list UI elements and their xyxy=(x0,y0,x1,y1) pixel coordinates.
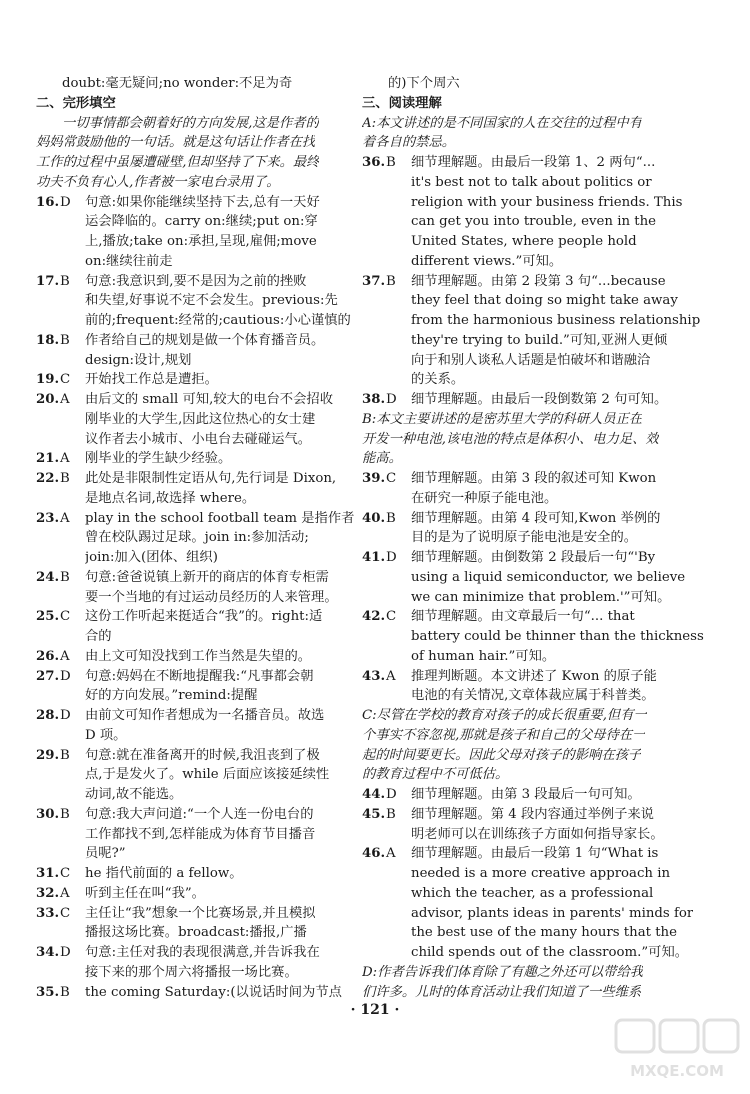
answer-item xyxy=(36,863,243,885)
item-number: 16. xyxy=(36,194,60,210)
answer-item xyxy=(36,705,324,727)
section-heading: 二、完形填空 xyxy=(36,95,116,111)
item-number: 45. xyxy=(362,806,386,822)
answer-letter: B xyxy=(60,471,70,486)
item-number: 21. xyxy=(36,451,60,467)
answer-item xyxy=(362,666,657,688)
explanation-continuation: 的关系。 xyxy=(411,372,465,388)
explanation-continuation: can get you into trouble, even in the xyxy=(411,214,657,230)
watermark-text: MXQE.COM xyxy=(630,1062,724,1080)
answer-letter: C xyxy=(386,471,397,486)
explanation-text: 句意:妈妈在不断地提醒我:“凡事都会朝 xyxy=(85,668,314,684)
explanation-continuation: using a liquid semiconductor, we believe xyxy=(411,569,686,585)
answer-item xyxy=(362,468,656,490)
summary-text: 一切事情都会朝着好的方向发展,这是作者的 xyxy=(62,115,319,131)
item-number: 38. xyxy=(362,392,386,407)
explanation-continuation: 工作都找不到,怎样能成为体育节目播音 xyxy=(85,826,316,842)
answer-item xyxy=(36,271,306,293)
summary-text: 的教育过程中不可低估。 xyxy=(362,767,509,783)
summary-text: 妈妈常鼓励他的一句话。就是这句话让作者在找 xyxy=(36,135,316,151)
explanation-continuation: 是地点名词,故选择 where。 xyxy=(85,490,256,506)
answer-item xyxy=(36,903,316,925)
answer-letter: A xyxy=(386,846,396,862)
answer-letter: A xyxy=(60,885,70,901)
summary-text: 的)下个周六 xyxy=(388,76,460,91)
item-number: 31. xyxy=(36,866,60,881)
explanation-continuation: 员呢?” xyxy=(85,846,126,862)
explanation-text: 这份工作听起来挺适合“我”的。right:适 xyxy=(85,609,323,625)
explanation-text: 由上文可知没找到工作当然是失望的。 xyxy=(85,648,312,664)
item-number: 25. xyxy=(36,609,60,625)
explanation-continuation: 在研究一种原子能电池。 xyxy=(411,490,558,506)
explanation-continuation: 接下来的那个周六将播报一场比赛。 xyxy=(85,964,298,980)
answer-letter: B xyxy=(60,273,70,289)
answer-item xyxy=(36,646,311,668)
item-number: 24. xyxy=(36,569,60,585)
answer-letter: B xyxy=(386,510,396,526)
item-number: 19. xyxy=(36,372,60,388)
item-number: 18. xyxy=(36,332,60,348)
answer-item xyxy=(36,468,336,490)
explanation-continuation: design:设计,规划 xyxy=(85,352,192,368)
explanation-text: 主任让“我”想象一个比赛场景,并且模拟 xyxy=(85,905,316,921)
answer-item xyxy=(36,369,218,391)
explanation-continuation: 点,于是发火了。while 后面应该接延续性 xyxy=(85,767,330,783)
item-number: 20. xyxy=(36,392,60,407)
explanation-text: 细节理解题。由倒数第 2 段最后一句“'By xyxy=(411,550,656,565)
summary-text: 开发一种电池,该电池的特点是体积小、电力足、效 xyxy=(362,431,659,447)
explanation-text: 细节理解题。由文章最后一句“... that xyxy=(411,609,635,625)
explanation-continuation: they feel that doing so might take away xyxy=(411,293,678,309)
answer-letter: D xyxy=(60,668,71,684)
explanation-continuation: of human hair.”可知。 xyxy=(411,648,556,664)
explanation-text: 句意:我意识到,要不是因为之前的挫败 xyxy=(85,273,307,289)
answer-letter: B xyxy=(386,273,396,289)
item-number: 28. xyxy=(36,708,60,723)
explanation-continuation: they're trying to build.”可知,亚洲人更倾 xyxy=(411,332,668,348)
answer-letter: A xyxy=(60,648,70,664)
summary-text: D:作者告诉我们体育除了有趣之外还可以带给我 xyxy=(362,964,644,980)
answer-item xyxy=(362,784,641,806)
item-number: 23. xyxy=(36,510,60,526)
answer-letter: C xyxy=(60,372,71,388)
summary-text: doubt:毫无疑问;no wonder:不足为奇 xyxy=(62,76,293,91)
explanation-continuation: 目的是为了说明原子能电池是安全的。 xyxy=(411,530,638,546)
item-number: 40. xyxy=(362,510,386,526)
explanation-continuation: D 项。 xyxy=(85,727,127,743)
explanation-continuation: battery could be thinner than the thickness xyxy=(411,629,704,644)
explanation-text: 听到主任在叫“我”。 xyxy=(85,885,205,901)
summary-text: 工作的过程中虽屡遭碰壁,但却坚持了下来。最终 xyxy=(36,155,320,170)
item-number: 37. xyxy=(362,273,386,289)
answer-letter: B xyxy=(60,569,70,585)
answer-item xyxy=(362,804,654,826)
explanation-continuation: 上,播放;take on:承担,呈现,雇佣;move xyxy=(85,234,317,249)
answer-item xyxy=(36,982,342,1004)
explanation-continuation: 向于和别人谈私人话题是怕破坏和谐融洽 xyxy=(411,352,651,368)
answer-letter: D xyxy=(386,550,397,565)
answer-letter: A xyxy=(386,668,396,684)
explanation-continuation: 和失望,好事说不定不会发生。previous:先 xyxy=(85,293,338,309)
explanation-continuation: 刚毕业的大学生,因此这位热心的女士建 xyxy=(85,411,316,427)
page-number: · 121 · xyxy=(350,1002,400,1018)
answer-letter: A xyxy=(60,392,70,407)
answer-item xyxy=(36,508,354,530)
answer-item xyxy=(362,547,655,569)
answer-item xyxy=(36,448,231,470)
item-number: 26. xyxy=(36,648,60,664)
explanation-continuation: which the teacher, as a professional xyxy=(411,885,654,901)
answer-letter: C xyxy=(60,866,71,881)
answer-item xyxy=(36,942,320,964)
explanation-text: 细节理解题。由第 4 段可知,Kwon 举例的 xyxy=(411,510,661,526)
answer-item xyxy=(36,567,329,589)
answer-item xyxy=(36,883,205,905)
explanation-continuation: 动词,故不能选。 xyxy=(85,787,183,802)
explanation-text: 作者给自己的规划是做一个体育播音员。 xyxy=(85,332,325,348)
explanation-text: 由后文的 small 可知,较大的电台不会招收 xyxy=(85,392,333,407)
answer-item xyxy=(362,271,666,293)
answer-item xyxy=(36,804,314,826)
item-number: 34. xyxy=(36,945,60,960)
summary-text: 个事实不容忽视,那就是孩子和自己的父母待在一 xyxy=(362,727,646,743)
explanation-continuation: religion with your business friends. This xyxy=(411,194,683,210)
answer-letter: C xyxy=(60,905,71,921)
answer-letter: B xyxy=(60,332,70,348)
explanation-continuation: 播报这场比赛。broadcast:播报,广播 xyxy=(85,925,307,941)
section-heading: 三、阅读理解 xyxy=(362,95,442,111)
explanation-continuation: on:继续往前走 xyxy=(85,253,173,269)
answer-letter: C xyxy=(386,609,397,625)
explanation-continuation: from the harmonious business relationship xyxy=(411,313,701,328)
answer-letter: B xyxy=(386,155,396,170)
explanation-continuation: different views.”可知。 xyxy=(411,253,563,269)
explanation-continuation: join:加入(团体、组织) xyxy=(85,550,218,565)
explanation-text: play in the school football team 是指作者 xyxy=(85,510,355,526)
answer-letter: D xyxy=(386,787,397,802)
answer-item xyxy=(362,152,655,174)
explanation-continuation: the best use of the many hours that the xyxy=(411,925,677,941)
item-number: 46. xyxy=(362,846,386,862)
explanation-continuation: 合的 xyxy=(85,629,112,644)
answer-letter: C xyxy=(60,609,71,625)
explanation-text: 开始找工作总是遭拒。 xyxy=(85,372,218,388)
explanation-continuation: 明老师可以在训练孩子方面如何指导家长。 xyxy=(411,826,664,842)
explanation-text: he 指代前面的 a fellow。 xyxy=(85,866,243,881)
explanation-continuation: it's best not to talk about politics or xyxy=(411,174,652,190)
answer-item xyxy=(36,389,333,411)
explanation-continuation: child spends out of the classroom.”可知。 xyxy=(411,945,689,960)
explanation-text: 刚毕业的学生缺少经验。 xyxy=(85,451,232,467)
answer-letter: B xyxy=(60,984,70,1000)
item-number: 41. xyxy=(362,550,386,565)
answer-letter: A xyxy=(60,510,70,526)
explanation-text: 句意:如果你能继续坚持下去,总有一天好 xyxy=(85,194,320,210)
explanation-text: 此处是非限制性定语从句,先行词是 Dixon, xyxy=(85,471,337,486)
explanation-text: 细节理解题。由第 2 段第 3 句“...because xyxy=(411,273,666,289)
summary-text: 功夫不负有心人,作者被一家电台录用了。 xyxy=(36,174,280,190)
item-number: 43. xyxy=(362,668,386,684)
answer-item xyxy=(362,389,667,411)
explanation-text: 句意:主任对我的表现很满意,并告诉我在 xyxy=(85,945,320,960)
explanation-text: 由前文可知作者想成为一名播音员。故选 xyxy=(85,708,325,723)
explanation-text: 细节理解题。由最后一段倒数第 2 句可知。 xyxy=(411,392,668,407)
explanation-continuation: 曾在校队踢过足球。join in:参加活动; xyxy=(85,530,309,546)
item-number: 42. xyxy=(362,609,386,625)
explanation-continuation: United States, where people hold xyxy=(411,234,637,249)
explanation-continuation: needed is a more creative approach in xyxy=(411,866,671,881)
answer-letter: A xyxy=(60,451,70,467)
item-number: 44. xyxy=(362,787,386,802)
explanation-continuation: we can minimize that problem.'”可知。 xyxy=(411,589,671,605)
explanation-text: the coming Saturday:(以说话时间为节点 xyxy=(85,984,342,1000)
summary-text: C:尽管在学校的教育对孩子的成长很重要,但有一 xyxy=(362,708,647,723)
answer-letter: D xyxy=(60,708,71,723)
item-number: 30. xyxy=(36,806,60,822)
explanation-text: 细节理解题。由最后一段第 1、2 两句“... xyxy=(411,155,656,170)
item-number: 33. xyxy=(36,905,60,921)
explanation-text: 细节理解题。由第 3 段的叙述可知 Kwon xyxy=(411,471,657,486)
answer-item xyxy=(36,606,322,628)
explanation-continuation: 好的方向发展。”remind:提醒 xyxy=(85,688,258,704)
answer-letter: B xyxy=(60,806,70,822)
answer-item xyxy=(36,666,314,688)
explanation-text: 句意:我大声问道:“一个人连一份电台的 xyxy=(85,806,314,822)
item-number: 39. xyxy=(362,471,386,486)
explanation-text: 推理判断题。本文讲述了 Kwon 的原子能 xyxy=(411,668,657,684)
item-number: 27. xyxy=(36,668,60,684)
answer-site-logo-icon xyxy=(612,1014,742,1086)
answer-item xyxy=(362,508,660,530)
summary-text: 起的时间要更长。因此父母对孩子的影响在孩子 xyxy=(362,747,642,763)
explanation-continuation: advisor, plants ideas in parents' minds for xyxy=(411,905,694,921)
explanation-text: 句意:就在准备离开的时候,我沮丧到了极 xyxy=(85,747,320,763)
item-number: 32. xyxy=(36,885,60,901)
item-number: 29. xyxy=(36,747,60,763)
explanation-continuation: 要一个当地的有过运动员经历的人来管理。 xyxy=(85,589,338,605)
answer-item xyxy=(362,843,658,865)
answer-item xyxy=(362,606,635,628)
answer-item xyxy=(36,330,324,352)
explanation-text: 细节理解题。由最后一段第 1 句“What is xyxy=(411,846,659,862)
summary-text: 着各自的禁忌。 xyxy=(362,135,456,151)
explanation-continuation: 议作者去小城市、小电台去碰碰运气。 xyxy=(85,431,312,447)
answer-letter: D xyxy=(60,194,71,210)
item-number: 22. xyxy=(36,471,60,486)
explanation-text: 细节理解题。由第 3 段最后一句可知。 xyxy=(411,787,641,802)
answer-item xyxy=(36,192,320,214)
explanation-text: 细节理解题。第 4 段内容通过举例子来说 xyxy=(411,806,654,822)
summary-text: 们许多。儿时的体育活动让我们知道了一些维系 xyxy=(362,984,642,1000)
answer-letter: B xyxy=(386,806,396,822)
explanation-continuation: 运会降临的。carry on:继续;put on:穿 xyxy=(85,214,318,230)
summary-text: B:本文主要讲述的是密苏里大学的科研人员正在 xyxy=(362,411,643,427)
explanation-text: 句意:爸爸说镇上新开的商店的体育专柜需 xyxy=(85,569,329,585)
summary-text: A:本文讲述的是不同国家的人在交往的过程中有 xyxy=(362,115,643,131)
explanation-continuation: 电池的有关情况,文章体裁应属于科普类。 xyxy=(411,688,655,704)
answer-letter: D xyxy=(60,945,71,960)
item-number: 36. xyxy=(362,155,386,170)
summary-text: 能高。 xyxy=(362,451,402,467)
explanation-continuation: 前的;frequent:经常的;cautious:小心谨慎的 xyxy=(85,313,351,328)
item-number: 35. xyxy=(36,984,60,1000)
answer-letter: B xyxy=(60,747,70,763)
answer-letter: D xyxy=(386,392,397,407)
answer-item xyxy=(36,745,320,767)
item-number: 17. xyxy=(36,273,60,289)
